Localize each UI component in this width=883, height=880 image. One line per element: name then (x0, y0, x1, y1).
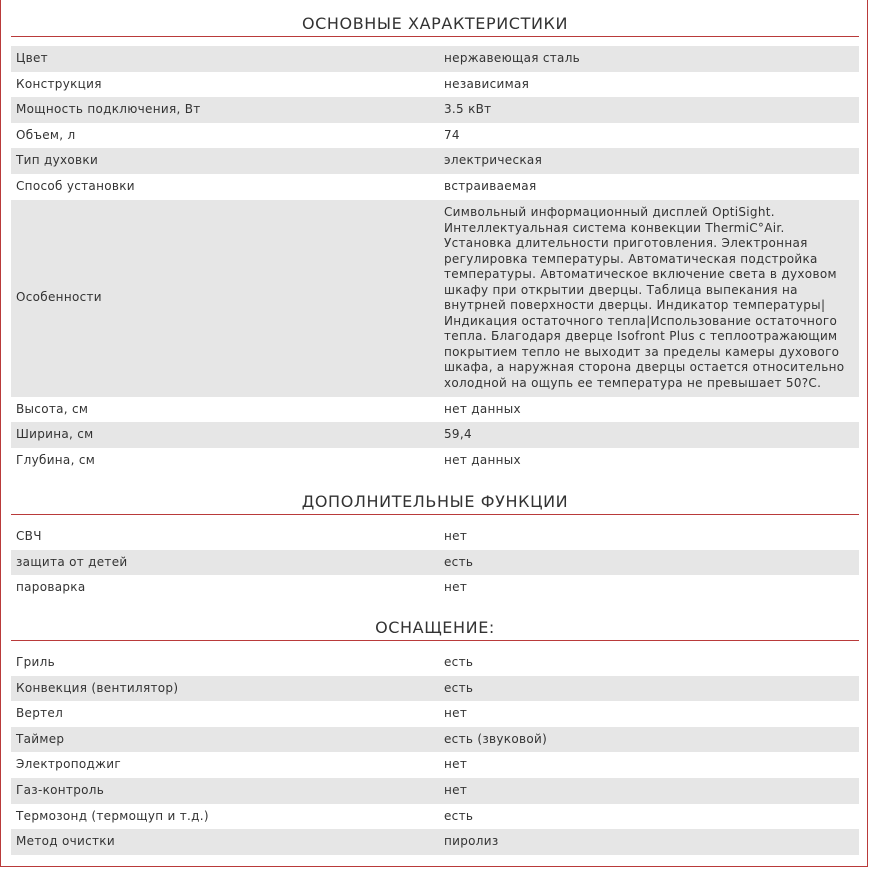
table-row (11, 448, 859, 474)
row-label: Способ установки (16, 179, 135, 194)
row-value: Символьный информационный дисплей OptiSight. Интеллектуальная система конвекции ThermiC°Air. Установка длительности приготовления. Электронная регулировка температуры. Автоматическая подстройка температуры. Автоматическое включение света в духовом шкафу при открытии дверцы. Таблица выпекания на внутрней поверхности дверцы. Индикатор температуры|Индикация остаточного тепла|Использование остаточного тепла. Благодаря дверце Isofront Plus с теплоотражающим покрытием тепло не выходит за пределы камеры духового шкафа, а наружная сторона дверцы остается относительно холодной на ощупь ее температура не превышает 50?C. (444, 205, 845, 390)
table-row (11, 727, 859, 753)
extra-functions-table (11, 524, 859, 601)
row-label: Конвекция (вентилятор) (16, 680, 179, 695)
row-value: нет (444, 706, 468, 721)
row-label: Конструкция (16, 76, 102, 91)
row-value: нет (444, 580, 468, 595)
row-value: 59,4 (444, 427, 472, 442)
row-label: Гриль (16, 655, 55, 670)
section-divider (11, 36, 859, 37)
table-row (11, 123, 859, 149)
row-value: 74 (444, 127, 460, 142)
row-value: нет (444, 783, 468, 798)
table-row (11, 752, 859, 778)
table-row (11, 575, 859, 601)
specs-table (11, 46, 859, 473)
table-row (11, 550, 859, 576)
row-value: 3.5 кВт (444, 102, 492, 117)
table-row (11, 397, 859, 423)
table-row (11, 72, 859, 98)
section-title: ДОПОЛНИТЕЛЬНЫЕ ФУНКЦИИ (301, 492, 569, 511)
row-label: Объем, л (16, 127, 76, 142)
row-label: Высота, см (16, 401, 89, 416)
table-row (11, 200, 859, 397)
row-label: СВЧ (16, 529, 42, 544)
row-label: Ширина, см (16, 427, 94, 442)
row-label: Цвет (16, 51, 48, 66)
row-value: пиролиз (444, 834, 499, 849)
row-label: пароварка (16, 580, 86, 595)
row-value: нержавеющая сталь (444, 51, 581, 66)
section-divider (11, 514, 859, 515)
table-row (11, 148, 859, 174)
row-value: есть (444, 655, 474, 670)
table-row (11, 524, 859, 550)
row-value: нет данных (444, 452, 521, 467)
row-label: Тип духовки (16, 153, 99, 168)
row-label: Таймер (16, 731, 65, 746)
row-label: Мощность подключения, Вт (16, 102, 201, 117)
row-label: Метод очистки (16, 834, 115, 849)
table-row (11, 650, 859, 676)
section-title: ОСНОВНЫЕ ХАРАКТЕРИСТИКИ (301, 14, 569, 33)
table-row (11, 46, 859, 72)
row-label: Вертел (16, 706, 64, 721)
row-label: Глубина, см (16, 452, 96, 467)
table-row (11, 701, 859, 727)
row-label: Термозонд (термощуп и т.д.) (16, 808, 209, 823)
row-value: есть (444, 808, 474, 823)
row-label: Газ-контроль (16, 783, 105, 798)
table-row (11, 804, 859, 830)
row-value: электрическая (444, 153, 543, 168)
row-label: защита от детей (16, 554, 128, 569)
section-divider (11, 640, 859, 641)
table-row (11, 422, 859, 448)
equipment-table (11, 650, 859, 855)
row-label: Особенности (16, 290, 102, 305)
table-row (11, 778, 859, 804)
table-row (11, 174, 859, 200)
table-row (11, 829, 859, 855)
row-value: есть (444, 554, 474, 569)
row-value: независимая (444, 76, 530, 91)
row-value: встраиваемая (444, 179, 537, 194)
row-value: нет данных (444, 401, 521, 416)
row-value: есть (звуковой) (444, 731, 548, 746)
row-value: нет (444, 529, 468, 544)
section-title: ОСНАЩЕНИЕ: (375, 618, 495, 637)
row-label: Электроподжиг (16, 757, 121, 772)
table-row (11, 97, 859, 123)
row-value: нет (444, 757, 468, 772)
table-row (11, 676, 859, 702)
row-value: есть (444, 680, 474, 695)
